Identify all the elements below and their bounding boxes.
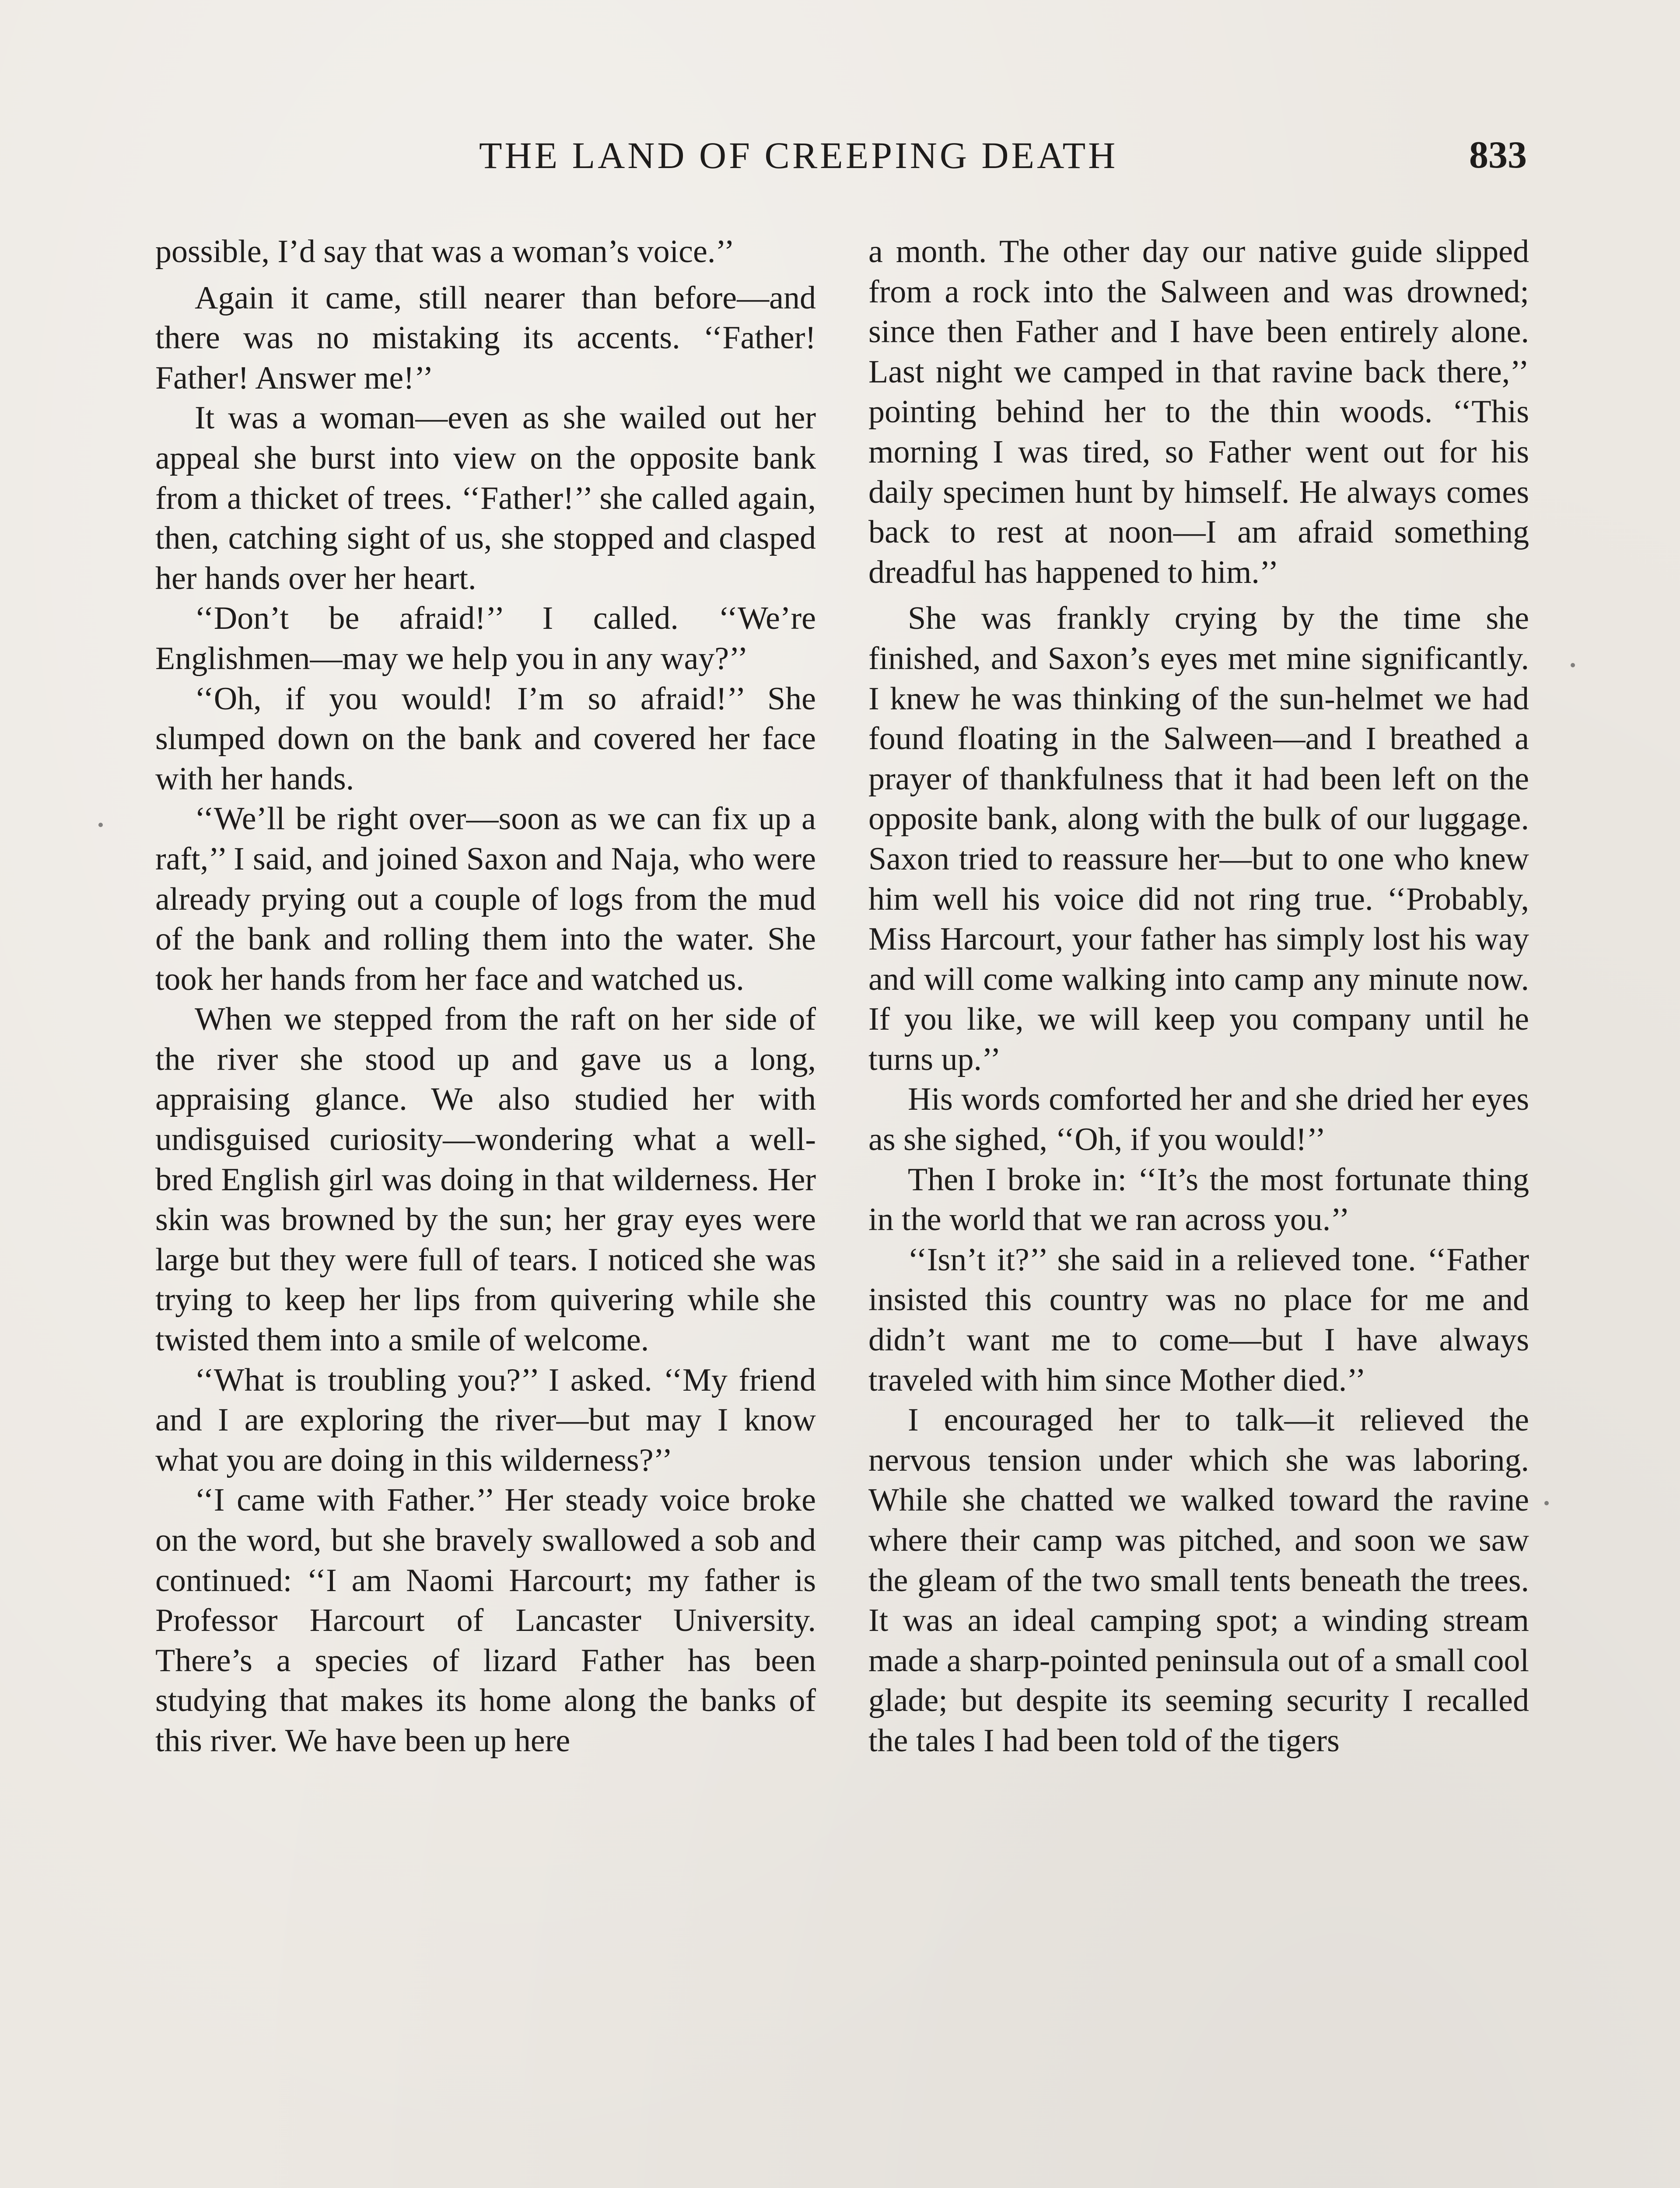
print-speck <box>98 823 103 827</box>
paragraph: Again it came, still nearer than before—and there was no mistaking its accents. ‘‘Father! Father! Answer me!’’ <box>155 280 816 396</box>
paragraph: Then I broke in: ‘‘It’s the most fortunate thing in the world that we ran across you.’’ <box>868 1161 1529 1238</box>
page-number: 833 <box>1469 134 1527 176</box>
paragraph: She was frankly crying by the time she finished, and Saxon’s eyes met mine significantly. I knew he was thinking of the sun-helmet we had found floating in the Salween—and I breathed a prayer of thankfulness that it had been left on the opposite bank, along with the bulk of our luggage. Saxon tried to reassure her—but to one who knew him well his voice did not ring true. ‘‘Probably, Miss Harcourt, your father has simply lost his way and will come walking into camp any minute now. If you like, we will keep you company until he turns up.’’ <box>868 600 1529 1077</box>
paragraph: It was a woman—even as she wailed out her appeal she burst into view on the opposite bank from a thicket of trees. ‘‘Father!’’ she called again, then, catching sight of us, she stopped and clasped her hands over her heart. <box>155 400 816 596</box>
paragraph: ‘‘I came with Father.’’ Her steady voice broke on the word, but she bravely swallowed a sob and continued: ‘‘I am Naomi Harcourt; my father is Professor Harcourt of Lancaster University. There’s a species of lizard Father has been studying that makes its home along the banks of this river. We have been up here <box>155 1482 816 1759</box>
paragraph: His words comforted her and she dried her eyes as she sighed, ‘‘Oh, if you would!’’ <box>868 1081 1529 1158</box>
paragraph: ‘‘Oh, if you would! I’m so afraid!’’ She slumped down on the bank and covered her face with her hands. <box>155 680 816 797</box>
paragraph: ‘‘Don’t be afraid!’’ I called. ‘‘We’re Englishmen—may we help you in any way?’’ <box>155 600 816 677</box>
paragraph: a month. The other day our native guide slipped from a rock into the Salween and was drowned; since then Father and I have been entirely alone. Last night we camped in that ravine back there,’’ pointing behind her to the thin woods. ‘‘This morning I was tired, so Father went out for his daily specimen hunt by himself. He always comes back to rest at noon—I am afraid something dreadful has happened to him.’’ <box>868 234 1529 590</box>
paragraph: ‘‘What is troubling you?’’ I asked. ‘‘My friend and I are exploring the river—but may I know what you are doing in this wilderness?’’ <box>155 1362 816 1478</box>
page-header <box>155 131 1527 179</box>
paragraph: ‘‘Isn’t it?’’ she said in a relieved tone. ‘‘Father insisted this country was no place for me and didn’t want me to come—but I have always traveled with him since Mother died.’’ <box>868 1241 1529 1398</box>
paragraph: possible, I’d say that was a woman’s voice.’’ <box>155 234 735 270</box>
print-speck <box>1544 1501 1549 1505</box>
running-title: THE LAND OF CREEPING DEATH <box>479 134 1118 176</box>
print-speck <box>1571 663 1575 667</box>
paragraph: When we stepped from the raft on her side of the river she stood up and gave us a long, appraising glance. We also studied her with undisguised curiosity—wondering what a well-bred English girl was doing in that wilderness. Her skin was browned by the sun; her gray eyes were large but they were full of tears. I noticed she was trying to keep her lips from quivering while she twisted them into a smile of welcome. <box>155 1001 816 1358</box>
paragraph: ‘‘We’ll be right over—soon as we can fix up a raft,’’ I said, and joined Saxon and Naja, who were already prying out a couple of logs from the mud of the bank and rolling them into the water. She took her hands from her face and watched us. <box>155 801 816 997</box>
paragraph: I encouraged her to talk—it relieved the nervous tension under which she was laboring. While she chatted we walked toward the ravine where their camp was pitched, and soon we saw the gleam of the two small tents beneath the trees. It was an ideal camping spot; a winding stream made a sharp-pointed peninsula out of a small cool glade; but despite its seeming security I recalled the tales I had been told of the tigers <box>868 1402 1529 1759</box>
left-text-column <box>155 232 816 1761</box>
right-text-column <box>868 232 1529 1761</box>
